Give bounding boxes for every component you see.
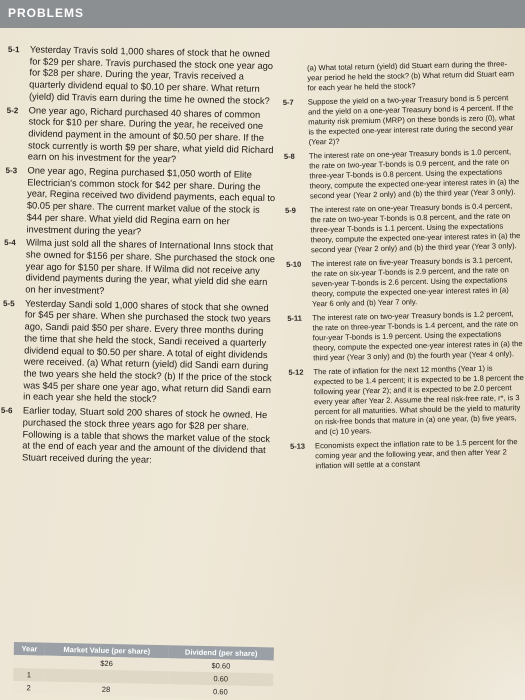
problem-number: 5-8 [283,151,295,161]
cell-dividend: 0.60 [168,684,273,699]
problem-item [282,59,519,94]
problem-number: 5-9 [284,205,297,215]
problem-number: 5-10 [286,259,302,269]
problem-item [290,437,525,472]
cell-dividend: $0.60 [168,658,273,673]
right-column [282,59,525,476]
problem-item [1,298,275,409]
problem-number: 5-13 [289,441,306,451]
header-dividend: Dividend (per share) [169,645,274,660]
cell-market-value: 28 [44,682,168,698]
problem-item [284,147,521,202]
section-title: PROBLEMS [8,6,85,20]
problem-number: 5-4 [4,238,16,248]
problem-text: The rate of inflation for the next 12 months (Year 1) is expected to be 1.4 percent; it is expected to be 1.8 percent the following year (Year 2); and it is expected to be 2.0 percent every year after Year 2. Assume the real risk-free rate, r*, is 3 percent for all maturities. What should be the yield to maturity on risk-free bonds that mature in (a) one year, (b) five years, and (c) 10 years. [313,363,524,437]
problem-text: (a) What total return (yield) did Stuart earn during the three-year period he held the stock? (b) What return did Stuart earn for each year he held the stock? [306,59,515,93]
problem-number: 5-12 [288,367,304,377]
dividend-table-wrapper [13,642,286,700]
problem-text: Yesterday Sandi sold 1,000 shares of stock that she owned for $45 per share. When she purchased the stock two years ago, Sandi paid $50 per share. Every three months during the time that she held the stock, Sandi received a quarterly dividend equal to $0.50 per share. A total of eight dividends were received. (a) What return (yield) did Sandi earn during the two years she held the stock? (b) If the price of the stock was $45 per share one year ago, what return did Sandi earn in each year she held the stock? [23,298,272,405]
problem-number: 5-6 [0,406,13,416]
problem-item [6,105,279,169]
problem-text: The interest rate on one-year Treasury bonds is 0.4 percent, the rate on two-year T-bonds is 0.8 percent, and the rate on three-year T-bonds is 1.1 percent. Using the expectations theory, compute the expected one-year interest rates in (a) the second year (Year 2 only) and (b) the third year (Year 3 only). [309,201,521,255]
problem-number: 5-2 [6,105,19,115]
problem-item [3,237,276,301]
dividend-table [13,642,274,699]
problem-item [288,363,525,438]
problem-text: The interest rate on two-year Treasury bonds is 1.2 percent, the rate on three-year T-bonds is 1.4 percent, and the rate on four-year T-bonds is 1.9 percent. Using the expectations theory, compute the expected one-year interest rates in (a) the third year (Year 3 only) and (b) the fourth year (Year 4 only). [312,309,523,363]
problem-text: One year ago, Regina purchased $1,050 worth of Elite Electrician's common stock for $42 per share. During the year, Regina received two dividend payments, each equal to $0.05 per share. The current market value of the stock is $44 per share. What yield did Regina earn on her investment during the year? [26,165,276,237]
cell-market-value: $26 [45,656,169,672]
header-year: Year [14,642,45,656]
problem-text: Earlier today, Stuart sold 200 shares of stock he owned. He purchased the stock three years ago for $28 per share. Following is a table that shows the market value of the stock at the end of each year and the amount of the dividend that Stuart received during the year: [21,405,271,465]
cell-dividend: 0.60 [168,671,273,686]
problem-item [283,93,520,148]
section-header-bar [0,0,525,28]
problem-text: Suppose the yield on a two-year Treasury bond is 5 percent and the yield on a one-year Treasury bond is 4 percent. If the maturity risk premium (MRP) on these bonds is zero (0), what is the expected one-year interest rate during the second year (Year 2)? [307,93,516,147]
problem-number: 5-7 [282,97,294,107]
problem-item [285,201,522,256]
problem-item [287,309,524,364]
problem-item [4,165,277,240]
problem-item [0,405,273,469]
problem-text: Yesterday Travis sold 1,000 shares of stock that he owned for $29 per share. Travis purchased the stock one year ago for $28 per share. During the year, Travis received a quarterly dividend equal to $0.10 per share. What return (yield) did Travis earn during the time he owned the stock? [28,44,274,106]
cell-year [13,655,44,669]
problem-number: 5-1 [7,44,20,55]
problem-text: One year ago, Richard purchased 40 shares of common stock for $10 per share. During the year, he received one dividend payment in the amount of $0.50 per share. If the stock currently is worth $9 per share, what yield did Richard earn on his investment for the year? [27,104,274,165]
cell-year: 1 [13,668,44,682]
problem-number: 5-11 [287,313,303,323]
problem-text: The interest rate on one-year Treasury bonds is 1.0 percent, the rate on two-year T-bonds is 0.9 percent, and the rate on three-year T-bonds is 0.8 percent. Using the expectations theory, compute the expected one-year interest rates in (a) the second year (Year 2 only) and (b) the third year (Year 3 only). [308,147,520,201]
header-market-value: Market Value (per share) [45,643,169,659]
problem-item [7,44,280,108]
problem-number: 5-5 [2,298,15,308]
left-column [0,44,280,471]
problem-item [286,255,523,310]
photo-glare [385,560,525,700]
problem-number: 5-3 [5,166,18,176]
cell-year: 2 [13,681,44,695]
problem-text: The interest rate on five-year Treasury bonds is 3.1 percent, the rate on six-year T-bonds is 2.9 percent, and the rate on seven-year T-bonds is 2.6 percent. Using the expectations theory, compute the expected one-year interest rates in (a) Year 6 only and (b) Year 7 only. [311,255,513,309]
problem-text: Wilma just sold all the shares of International Inns stock that she owned for $156 per share. She purchased the stock one year ago for $150 per share. If Wilma did not receive any dividend payments during the year, what yield did she earn on her investment? [25,237,276,296]
problem-text: Economists expect the inflation rate to be 1.5 percent for the coming year and the following year, and then after Year 2 inflation will settle at a constant [314,437,518,471]
